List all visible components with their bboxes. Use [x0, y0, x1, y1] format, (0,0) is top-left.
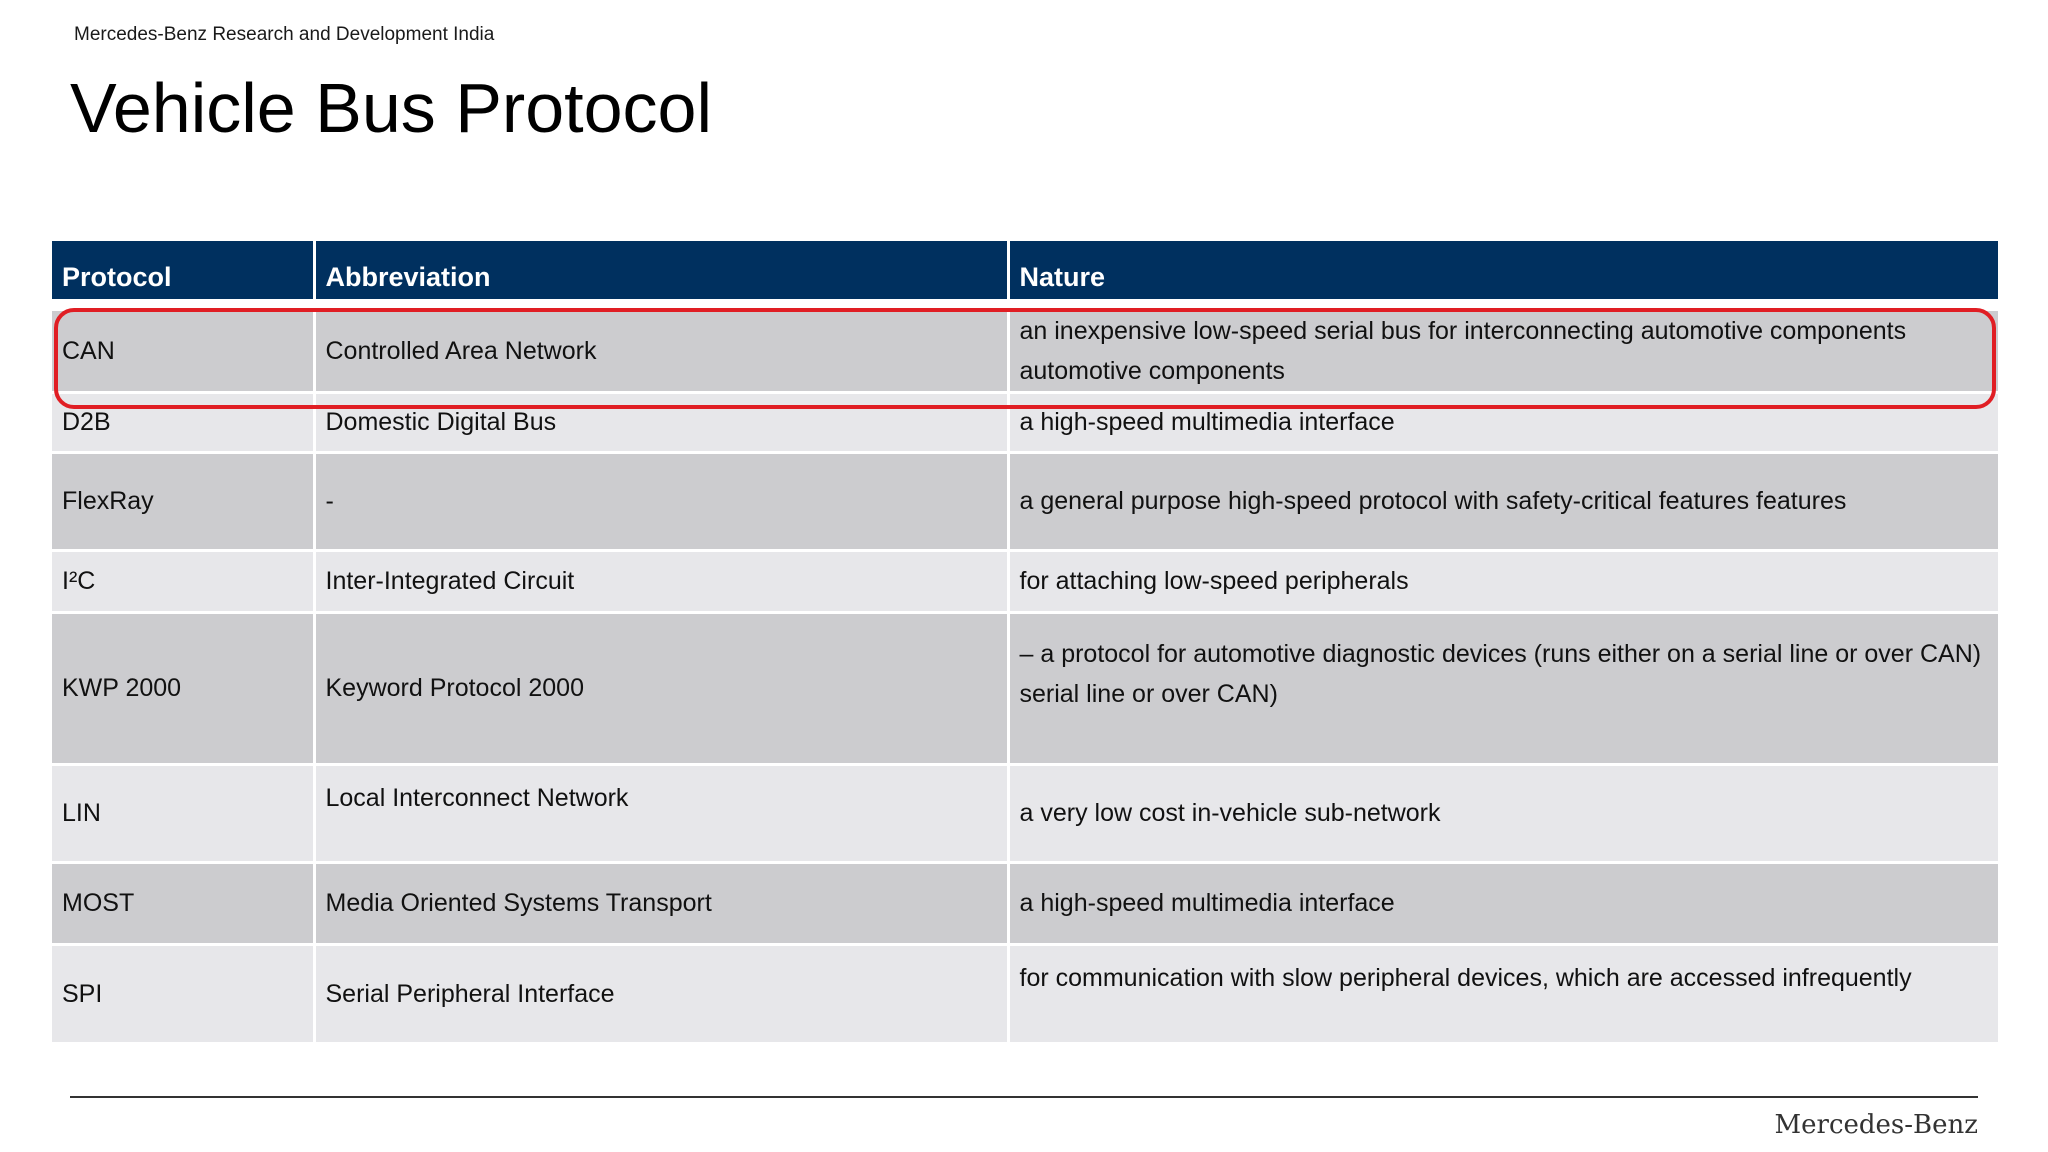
table-row	[52, 309, 1998, 392]
abbreviation-cell: Local Interconnect Network	[314, 764, 1008, 862]
table-row	[52, 764, 1998, 862]
protocol-table	[52, 241, 1998, 1042]
table-header-row	[52, 241, 1998, 299]
nature-cell: – a protocol for automotive diagnostic devices (runs either on a serial line or over CAN) serial line or over CAN)	[1008, 612, 1998, 764]
abbreviation-cell: Serial Peripheral Interface	[314, 944, 1008, 1042]
column-header-abbreviation: Abbreviation	[314, 241, 1008, 299]
nature-cell: a high-speed multimedia interface	[1008, 862, 1998, 944]
protocol-cell: LIN	[52, 764, 314, 862]
abbreviation-cell: Keyword Protocol 2000	[314, 612, 1008, 764]
abbreviation-cell: -	[314, 452, 1008, 550]
protocol-cell: MOST	[52, 862, 314, 944]
nature-cell: a general purpose high-speed protocol with safety-critical features features	[1008, 452, 1998, 550]
abbreviation-cell: Inter-Integrated Circuit	[314, 550, 1008, 612]
table-row	[52, 612, 1998, 764]
protocol-cell: I²C	[52, 550, 314, 612]
protocol-cell: FlexRay	[52, 452, 314, 550]
table-spacer	[52, 299, 1998, 309]
organization-label: Mercedes-Benz Research and Development India	[74, 24, 495, 45]
protocol-cell: CAN	[52, 309, 314, 392]
abbreviation-cell: Controlled Area Network	[314, 309, 1008, 392]
brand-logo: Mercedes-Benz	[1774, 1110, 1978, 1140]
nature-cell: for communication with slow peripheral devices, which are accessed infrequently	[1008, 944, 1998, 1042]
nature-cell: a high-speed multimedia interface	[1008, 392, 1998, 452]
table-row	[52, 944, 1998, 1042]
column-header-protocol: Protocol	[52, 241, 314, 299]
page-title: Vehicle Bus Protocol	[70, 69, 713, 147]
column-header-nature: Nature	[1008, 241, 1998, 299]
table-row	[52, 862, 1998, 944]
protocol-cell: SPI	[52, 944, 314, 1042]
abbreviation-cell: Media Oriented Systems Transport	[314, 862, 1008, 944]
protocol-cell: KWP 2000	[52, 612, 314, 764]
table-row	[52, 452, 1998, 550]
protocol-cell: D2B	[52, 392, 314, 452]
nature-cell: an inexpensive low-speed serial bus for interconnecting automotive components automotive components	[1008, 309, 1998, 392]
footer-divider	[70, 1096, 1978, 1098]
nature-cell: for attaching low-speed peripherals	[1008, 550, 1998, 612]
nature-cell: a very low cost in-vehicle sub-network	[1008, 764, 1998, 862]
abbreviation-cell: Domestic Digital Bus	[314, 392, 1008, 452]
table-row	[52, 550, 1998, 612]
table-row	[52, 392, 1998, 452]
